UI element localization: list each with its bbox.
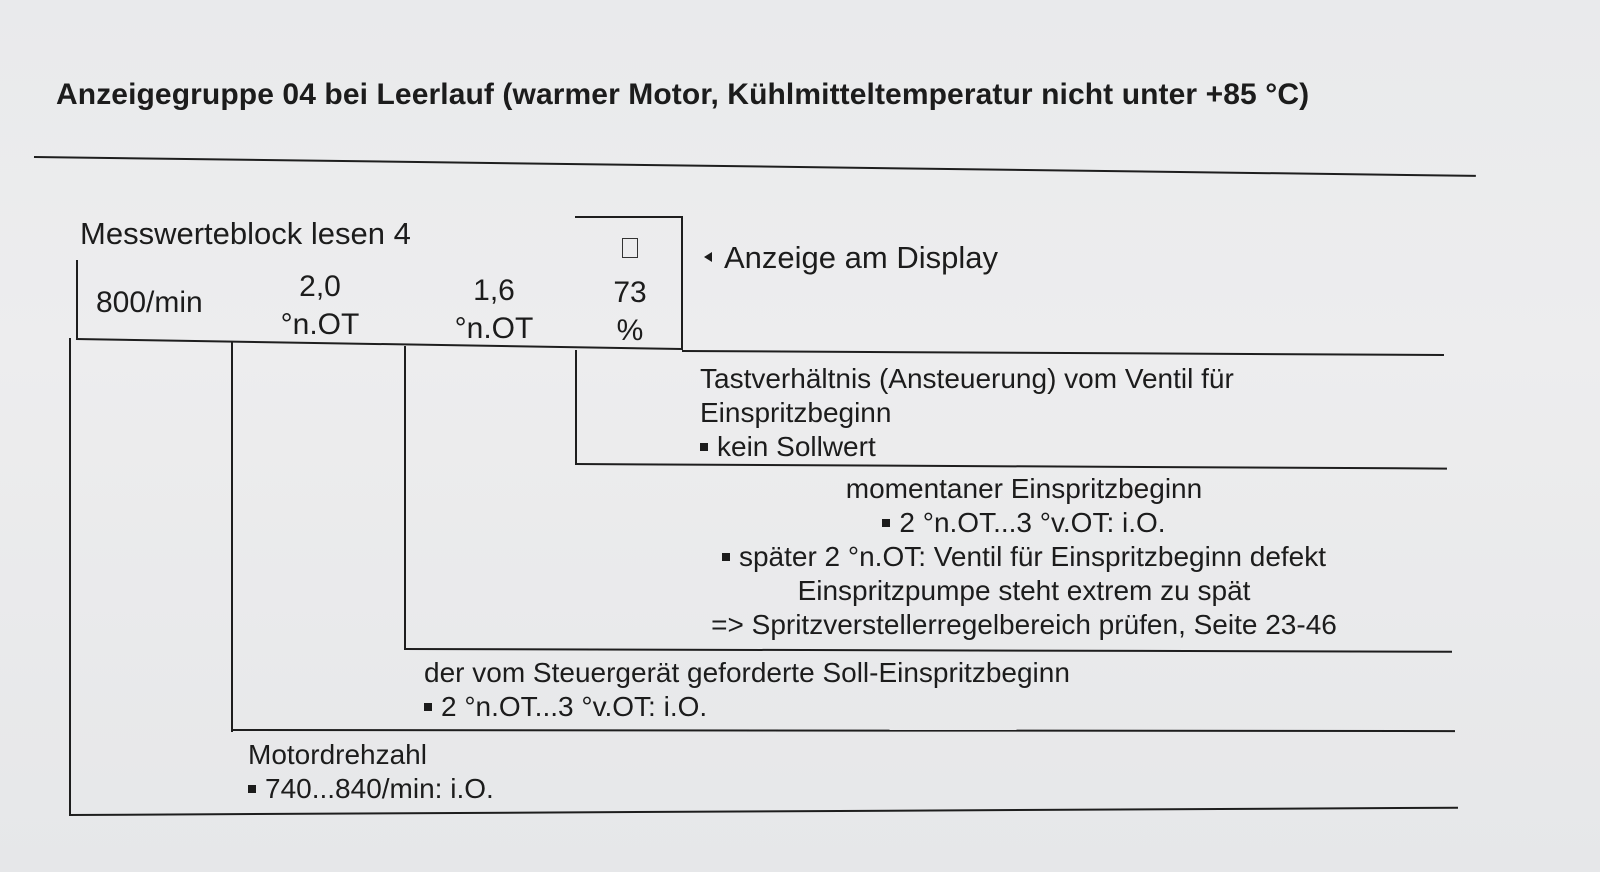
description-bullet-text: kein Sollwert bbox=[717, 431, 876, 462]
connector-field-4-vertical bbox=[575, 350, 577, 464]
display-field-3 bbox=[444, 272, 544, 348]
bullet-icon bbox=[248, 785, 256, 793]
bullet-icon bbox=[722, 553, 730, 561]
display-box-right-line bbox=[681, 216, 683, 350]
description-line: Motordrehzahl bbox=[248, 739, 427, 770]
description-field-4 bbox=[700, 362, 1234, 464]
display-label-text: Anzeige am Display bbox=[724, 240, 998, 275]
display-field-2-unit: °n.OT bbox=[280, 308, 360, 341]
description-line: Einspritzbeginn bbox=[700, 397, 892, 428]
display-field-2-value: 2,0 bbox=[299, 270, 341, 303]
connector-field-2-horizontal bbox=[231, 729, 1455, 732]
title-underline bbox=[34, 156, 1476, 177]
description-bullet-text: 740...840/min: i.O. bbox=[265, 773, 494, 804]
display-field-3-unit: °n.OT bbox=[454, 312, 534, 345]
square-indicator-icon bbox=[622, 238, 638, 258]
description-bullet bbox=[668, 540, 1380, 574]
display-box-bottom-line bbox=[76, 338, 682, 350]
connector-field-3-vertical bbox=[404, 346, 406, 650]
display-field-4-value: 73 bbox=[613, 276, 647, 309]
description-bullet bbox=[668, 506, 1380, 540]
page-title: Anzeigegruppe 04 bei Leerlauf (warmer Motor, Kühlmitteltemperatur nicht unter +85 °C) bbox=[56, 78, 1310, 111]
description-line: Tastverhältnis (Ansteuerung) vom Ventil für bbox=[700, 363, 1234, 394]
description-line: => Spritzverstellerregelbereich prüfen, Seite 23-46 bbox=[711, 609, 1337, 640]
description-bullet bbox=[424, 690, 1070, 724]
description-bullet-text: 2 °n.OT...3 °v.OT: i.O. bbox=[899, 507, 1166, 538]
description-bullet bbox=[700, 430, 1234, 464]
description-line: momentaner Einspritzbeginn bbox=[845, 473, 1203, 504]
description-field-2 bbox=[424, 656, 1070, 724]
connector-field-1-horizontal bbox=[69, 807, 1458, 816]
description-bullet-text: 2 °n.OT...3 °v.OT: i.O. bbox=[441, 691, 708, 722]
bullet-icon bbox=[700, 443, 708, 451]
description-bullet bbox=[248, 772, 494, 806]
display-field-4 bbox=[598, 274, 662, 350]
display-box-bottom-line-right bbox=[682, 350, 1444, 356]
measured-value-block-label: Messwerteblock lesen 4 bbox=[80, 216, 411, 251]
display-box-left-line bbox=[76, 260, 78, 338]
display-box-top-line bbox=[575, 216, 682, 218]
description-line: der vom Steuergerät geforderte Soll-Einspritzbeginn bbox=[424, 657, 1070, 688]
bullet-icon bbox=[882, 519, 890, 527]
display-field-4-unit: % bbox=[616, 314, 644, 347]
display-field-1-value: 800/min bbox=[96, 286, 203, 319]
bullet-icon bbox=[424, 703, 432, 711]
display-label bbox=[704, 240, 998, 276]
description-field-3 bbox=[668, 472, 1380, 642]
description-line: Einspritzpumpe steht extrem zu spät bbox=[797, 575, 1251, 606]
connector-field-3-horizontal bbox=[404, 648, 1452, 653]
connector-field-1-vertical bbox=[69, 338, 71, 816]
display-field-3-value: 1,6 bbox=[473, 274, 515, 307]
description-bullet-text: später 2 °n.OT: Ventil für Einspritzbeginn defekt bbox=[738, 541, 1327, 572]
arrow-left-icon bbox=[704, 252, 712, 262]
display-field-2 bbox=[270, 268, 370, 344]
description-field-1 bbox=[248, 738, 494, 806]
connector-field-2-vertical bbox=[231, 342, 233, 732]
